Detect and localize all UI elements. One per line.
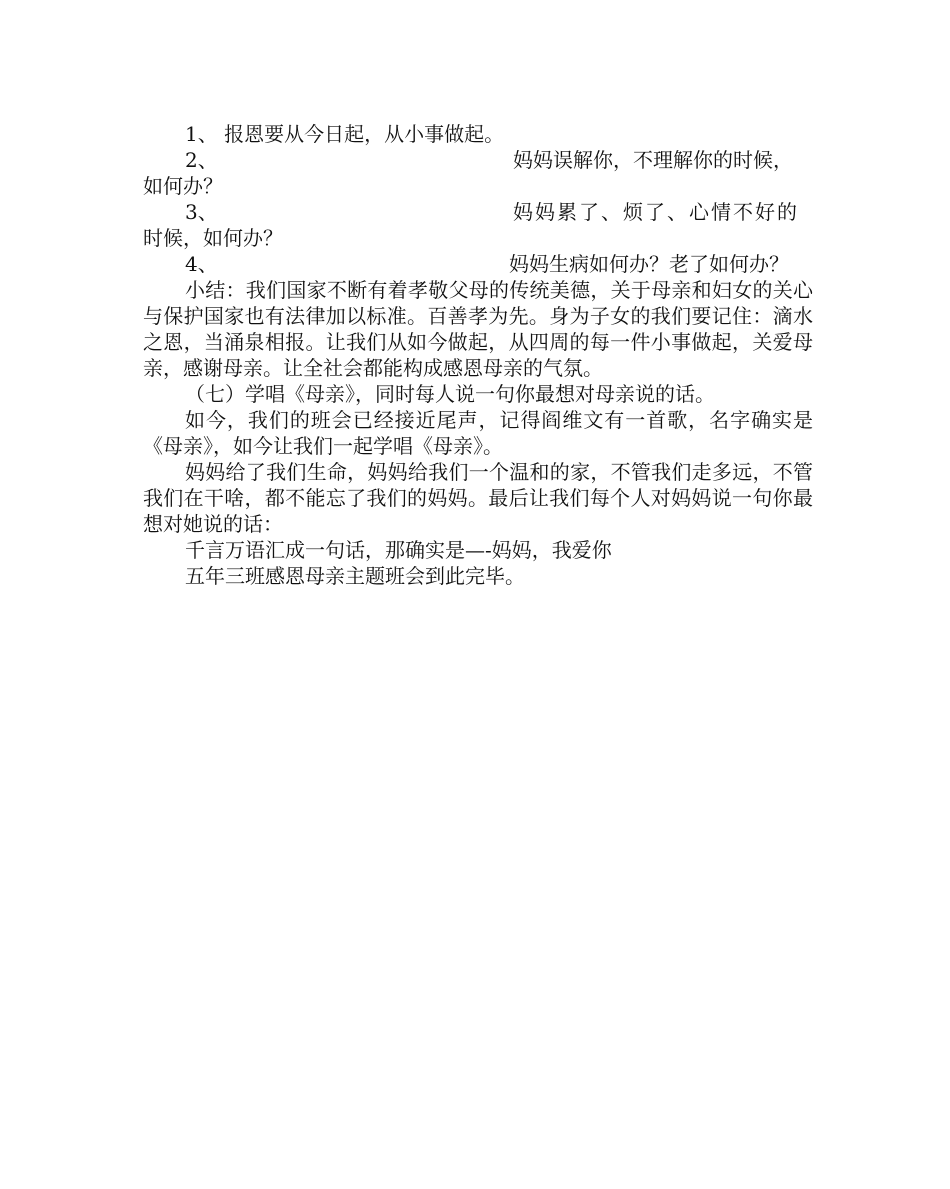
song-paragraph: 如今，我们的班会已经接近尾声，记得阎维文有一首歌，名字确实是《母亲》，如今让我们一起学唱《母亲》。	[143, 408, 813, 458]
item-1: 1、 报恩要从今日起，从小事做起。	[185, 122, 505, 146]
item-3-number: 3、	[185, 200, 218, 224]
item-4-text: 妈妈生病如何办？老了如何办？	[509, 252, 789, 276]
item-2-continuation: 如何办？	[143, 174, 223, 198]
item-2-number: 2、	[185, 148, 218, 172]
love-paragraph: 千言万语汇成一句话，那确实是—-妈妈，我爱你	[185, 538, 612, 562]
item-2	[143, 147, 813, 173]
summary-paragraph: 小结：我们国家不断有着孝敬父母的传统美德，关于母亲和妇女的关心与保护国家也有法律加以标准。百善孝为先。身为子女的我们要记住：滴水之恩，当涌泉相报。让我们从如今做起，从四周的每一件小事做起，关爱母亲，感谢母亲。让全社会都能构成感恩母亲的气氛。	[143, 278, 813, 380]
item-3-continuation: 时候，如何办？	[143, 226, 283, 250]
section-7-heading: （七）学唱《母亲》，同时每人说一句你最想对母亲说的话。	[185, 382, 715, 406]
item-2-text: 妈妈误解你，不理解你的时候，	[513, 148, 793, 172]
document-body	[143, 121, 813, 589]
life-paragraph: 妈妈给了我们生命，妈妈给我们一个温和的家，不管我们走多远，不管我们在干啥，都不能忘了我们的妈妈。最后让我们每个人对妈妈说一句你最想对她说的话：	[143, 460, 813, 536]
closing-paragraph: 五年三班感恩母亲主题班会到此完毕。	[185, 564, 525, 588]
item-3	[143, 199, 813, 225]
item-3-text: 妈妈累了、烦了、心情不好的	[513, 200, 799, 224]
item-4	[143, 251, 813, 277]
item-4-number: 4、	[185, 252, 218, 276]
